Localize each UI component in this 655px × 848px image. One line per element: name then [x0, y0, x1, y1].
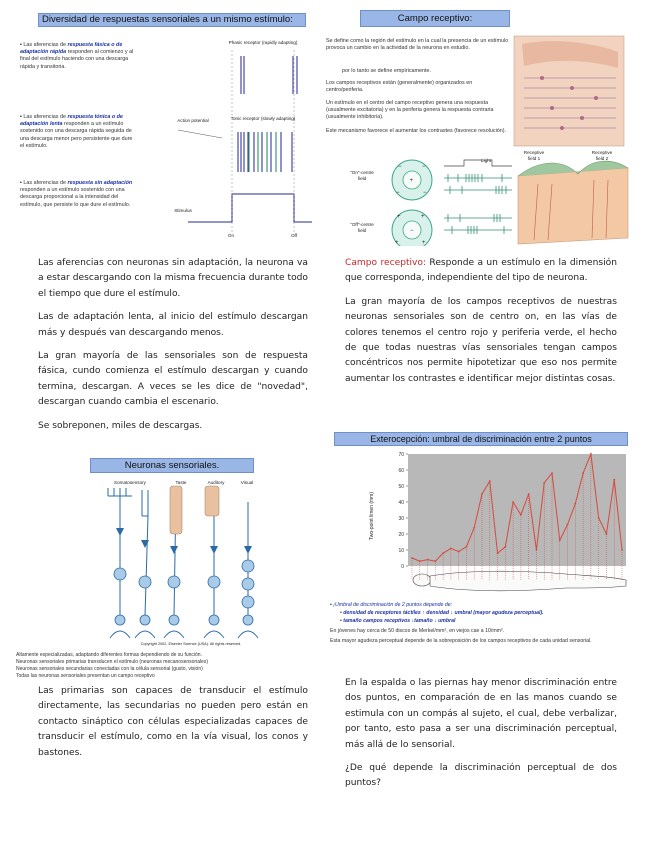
bullet-empirical: por lo tanto se define empíricamente.	[342, 68, 431, 74]
note-paragraph: La gran mayoría de los campos receptivos de nuestras neuronas sensoriales son de centro on, en las vías de colores tenemos el centro rojo y periferia verde, el hecho de que todas nuestras vías sensoriales tengan campos concéntricos nos permite hipotetizar que eso nos permite aumentar los contrastes e identificar mejor distintas cosas.	[345, 296, 617, 384]
note-paragraph: La gran mayoría de las sensoriales son de respuesta fásica, cundo comienza el estímulo descargan y cuando termina, descargan. A veces se les dice de "novedad", descargan cuando cambia el escenario.	[38, 351, 308, 408]
slide-title: Exterocepción: umbral de discriminación entre 2 puntos	[334, 432, 628, 446]
y-tick-label: 0	[401, 564, 404, 570]
svg-text:+: +	[397, 214, 401, 220]
svg-text:−: −	[398, 164, 402, 170]
note-paragraph: Las aferencias con neuronas sin adaptación, la neurona va a estar descargando con la misma frecuencia durante todo el tiempo que dure el estímulo.	[38, 258, 308, 299]
label-on: On	[227, 233, 235, 238]
y-tick-label: 10	[398, 548, 404, 554]
bullet-phasic: ▪ Las aferencias de respuesta fásica o de adaptación rápida responden al comienzo y al final del estímulo haciendo con una descarga rápida y transitoria.	[20, 42, 134, 70]
bullet-specialized: Altamente especializadas, adaptando diferentes formas dependiendo de su función.	[16, 652, 202, 658]
note-paragraph: Se sobreponen, miles de descargas.	[38, 420, 203, 431]
label-phasic: Phasic receptor (rapidly adapting)	[228, 40, 298, 45]
notes-adaptation	[38, 256, 308, 442]
label-off-centre: "Off"-centre field	[350, 222, 374, 233]
y-tick-label: 60	[398, 468, 404, 474]
svg-text:−: −	[410, 228, 414, 234]
svg-text:+: +	[421, 214, 425, 220]
y-tick-label: 50	[398, 484, 404, 490]
svg-text:+: +	[422, 240, 426, 246]
column-label: Somatosensory	[114, 480, 146, 485]
column-label: Auditory	[207, 480, 225, 485]
label-off: Off	[290, 233, 298, 238]
bullet-contrast: Este mecanismo favorece el aumentar los contrastes (favorece resolución).	[326, 128, 507, 134]
note-question: ¿De qué depende la discriminación perceptual de dos puntos?	[345, 763, 617, 789]
slide-sensory-responses	[18, 10, 318, 242]
notes-receptive-field	[345, 256, 617, 395]
copyright: Copyright 2002, Elsevier Science (USA). All rights reserved.	[140, 642, 242, 646]
bullet-density: • densidad de receptores táctiles ↑ densidad ↓ umbral (mayor agudeza perceptual).	[340, 610, 544, 616]
svg-text:+: +	[409, 178, 414, 184]
label-stimulus: Stimulus	[174, 208, 192, 213]
receptive-field-diagrams	[312, 8, 637, 246]
bullet-field-size: • tamaño campos receptivos ↓tamaño ↓ umbral	[340, 618, 456, 624]
note-paragraph: Las de adaptación lenta, al inicio del estímulo descargan más y después van descargando menos.	[38, 312, 308, 338]
notes-two-point	[345, 676, 617, 800]
y-tick-label: 70	[398, 452, 404, 458]
slide-two-point-discrimination	[326, 430, 638, 664]
svg-text:−: −	[422, 164, 426, 170]
label-tonic: Tonic receptor (slowly adapting)	[230, 116, 296, 121]
note-paragraph: En la espalda o las piernas hay menor discriminación entre dos puntos, en comparación de en las manos cuando se estimula con un compás al sujeto, el cual, debe verbalizar, por tanto, esto pasa a ser una discriminación perceptual, más allá de lo sensorial.	[345, 678, 617, 750]
svg-text:−: −	[396, 190, 400, 196]
term-receptive-field: Campo receptivo:	[345, 258, 427, 268]
notes-primary-secondary	[38, 684, 308, 769]
column-label: Taste	[175, 480, 187, 485]
y-tick-label: 30	[398, 516, 404, 522]
bullet-threshold: ▪ ¡Umbral de discriminación de 2 puntos depende de:	[330, 602, 453, 608]
label-on-centre: "On"-centre field	[350, 170, 374, 181]
bullet-primary: Neuronas sensoriales primarias transducen el estímulo (neuronas mecanosensoriales)	[16, 659, 209, 665]
label-light: Light	[481, 158, 491, 163]
bullet-centre-periphery: Los campos receptivos están (generalmente) organizados en centro/periferia.	[326, 80, 473, 94]
slide-receptive-field	[312, 8, 637, 246]
slide-title: Neuronas sensoriales.	[90, 458, 254, 473]
bullet-tonic: ▪ Las aferencias de respuesta tónica o de adaptación lenta responden a un estímulo sostenido con una descarga rápida seguida de una descarga menor pero persistente que dure el estímulo.	[20, 114, 133, 149]
label-field1: Receptive field 1	[523, 150, 545, 161]
bullet-merkel: En jóvenes hay cerca de 50 discos de Merkel/mm², en viejos cae a 10/mm².	[330, 628, 505, 634]
svg-text:−: −	[423, 190, 427, 196]
y-tick-label: 20	[398, 532, 404, 538]
bullet-response: Un estímulo en el centro del campo receptivo genera una respuesta (usualmente excitatoria) y en la periferia genera la respuesta contraria (usualmente inhibitoria).	[326, 100, 494, 121]
body-outline	[413, 571, 626, 591]
label-field2: Receptive field 2	[591, 150, 613, 161]
chart-y-label: Two-point limen (mm)	[369, 491, 375, 541]
slide-title: Diversidad de respuestas sensoriales a un mismo estímulo:	[38, 13, 306, 27]
slide-title: Campo receptivo:	[360, 10, 510, 27]
bullet-receptive-field: Todas las neuronas sensoriales presentan un campo receptivo	[16, 673, 155, 679]
column-label: Visual	[240, 480, 254, 485]
bullet-overlap: Esta mayor agudeza perceptual depende de la sobreposición de los campos receptivos de cada unidad sensorial.	[330, 638, 592, 644]
bullet-secondary: Neuronas sensoriales secundarias conectadas con la célula sensorial (gusto, visión)	[16, 666, 203, 672]
note-definition: Campo receptivo: Responde a un estímulo en la dimensión que corresponda, independiente del tipo de neurona.	[345, 258, 618, 284]
bullet-no-adaptation: ▪ Las aferencias de respuesta sin adaptación responden a un estímulo sostenido con una descarga proporcional a la intensidad del estímulo, que persiste lo que dure el estímulo.	[20, 180, 133, 208]
bullet-definition: Se define como la región del estímulo en la cual la presencia de un estímulo provoca un cambio en la actividad de la neurona en estudio.	[326, 38, 509, 52]
y-tick-label: 40	[398, 500, 404, 506]
two-point-chart	[326, 430, 638, 600]
spike-trains-diagram	[18, 10, 318, 242]
svg-text:+: +	[395, 240, 399, 246]
slide-sensory-neurons	[16, 456, 322, 682]
label-action-potential: Action potential	[177, 118, 209, 123]
sensory-neurons-diagram	[16, 456, 322, 682]
note-paragraph: Las primarias son capaces de transducir el estímulo directamente, las secundarias no pueden pero están en contacto sináptico con células especializadas capaces de transducir el estímulo, como en la vía visual, los conos y bastones.	[38, 686, 308, 758]
